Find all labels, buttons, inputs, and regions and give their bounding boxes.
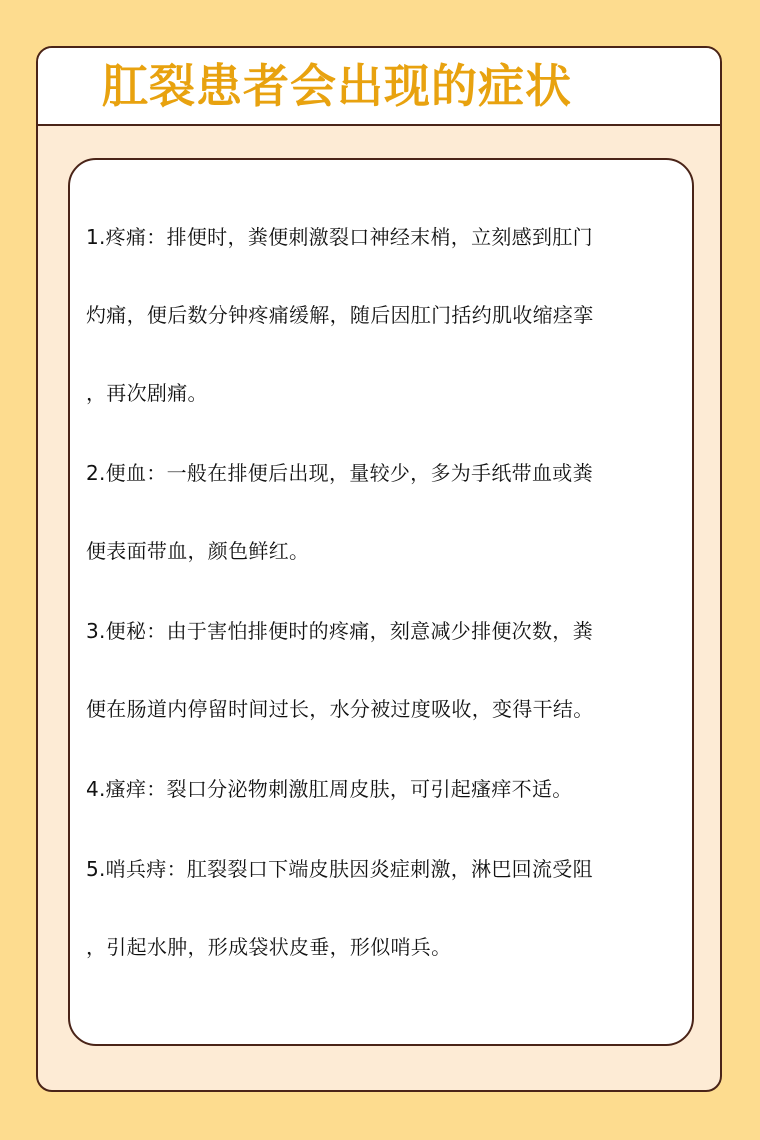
symptom-item-pain (86, 198, 678, 432)
symptom-text-line: 4.瘙痒：裂口分泌物刺激肛周皮肤，可引起瘙痒不适。 (86, 777, 573, 801)
symptom-item-sentinel-pile (86, 830, 678, 986)
symptom-item-bleeding (86, 434, 678, 590)
card-header (38, 48, 720, 126)
symptom-text-line: 便在肠道内停留时间过长，水分被过度吸收，变得干结。 (86, 697, 594, 721)
content-box (68, 158, 694, 1046)
symptom-text-line: 1.疼痛：排便时，粪便刺激裂口神经末梢，立刻感到肛门 (86, 225, 593, 249)
symptom-text-line: 3.便秘：由于害怕排便时的疼痛，刻意减少排便次数，粪 (86, 619, 593, 643)
symptom-item-constipation (86, 592, 678, 748)
page-title: 肛裂患者会出现的症状 (102, 59, 572, 113)
symptom-text-line: ，再次剧痛。 (86, 381, 208, 405)
symptom-text-line: 便表面带血，颜色鲜红。 (86, 539, 310, 563)
symptom-text-line: 灼痛，便后数分钟疼痛缓解，随后因肛门括约肌收缩痉挛 (86, 303, 594, 327)
symptom-item-itching (86, 750, 678, 828)
symptom-text-line: 5.哨兵痔：肛裂裂口下端皮肤因炎症刺激，淋巴回流受阻 (86, 857, 593, 881)
symptom-text-line: 2.便血：一般在排便后出现，量较少，多为手纸带血或粪 (86, 461, 593, 485)
info-card (36, 46, 722, 1092)
symptom-text-line: ，引起水肿，形成袋状皮垂，形似哨兵。 (86, 935, 452, 959)
